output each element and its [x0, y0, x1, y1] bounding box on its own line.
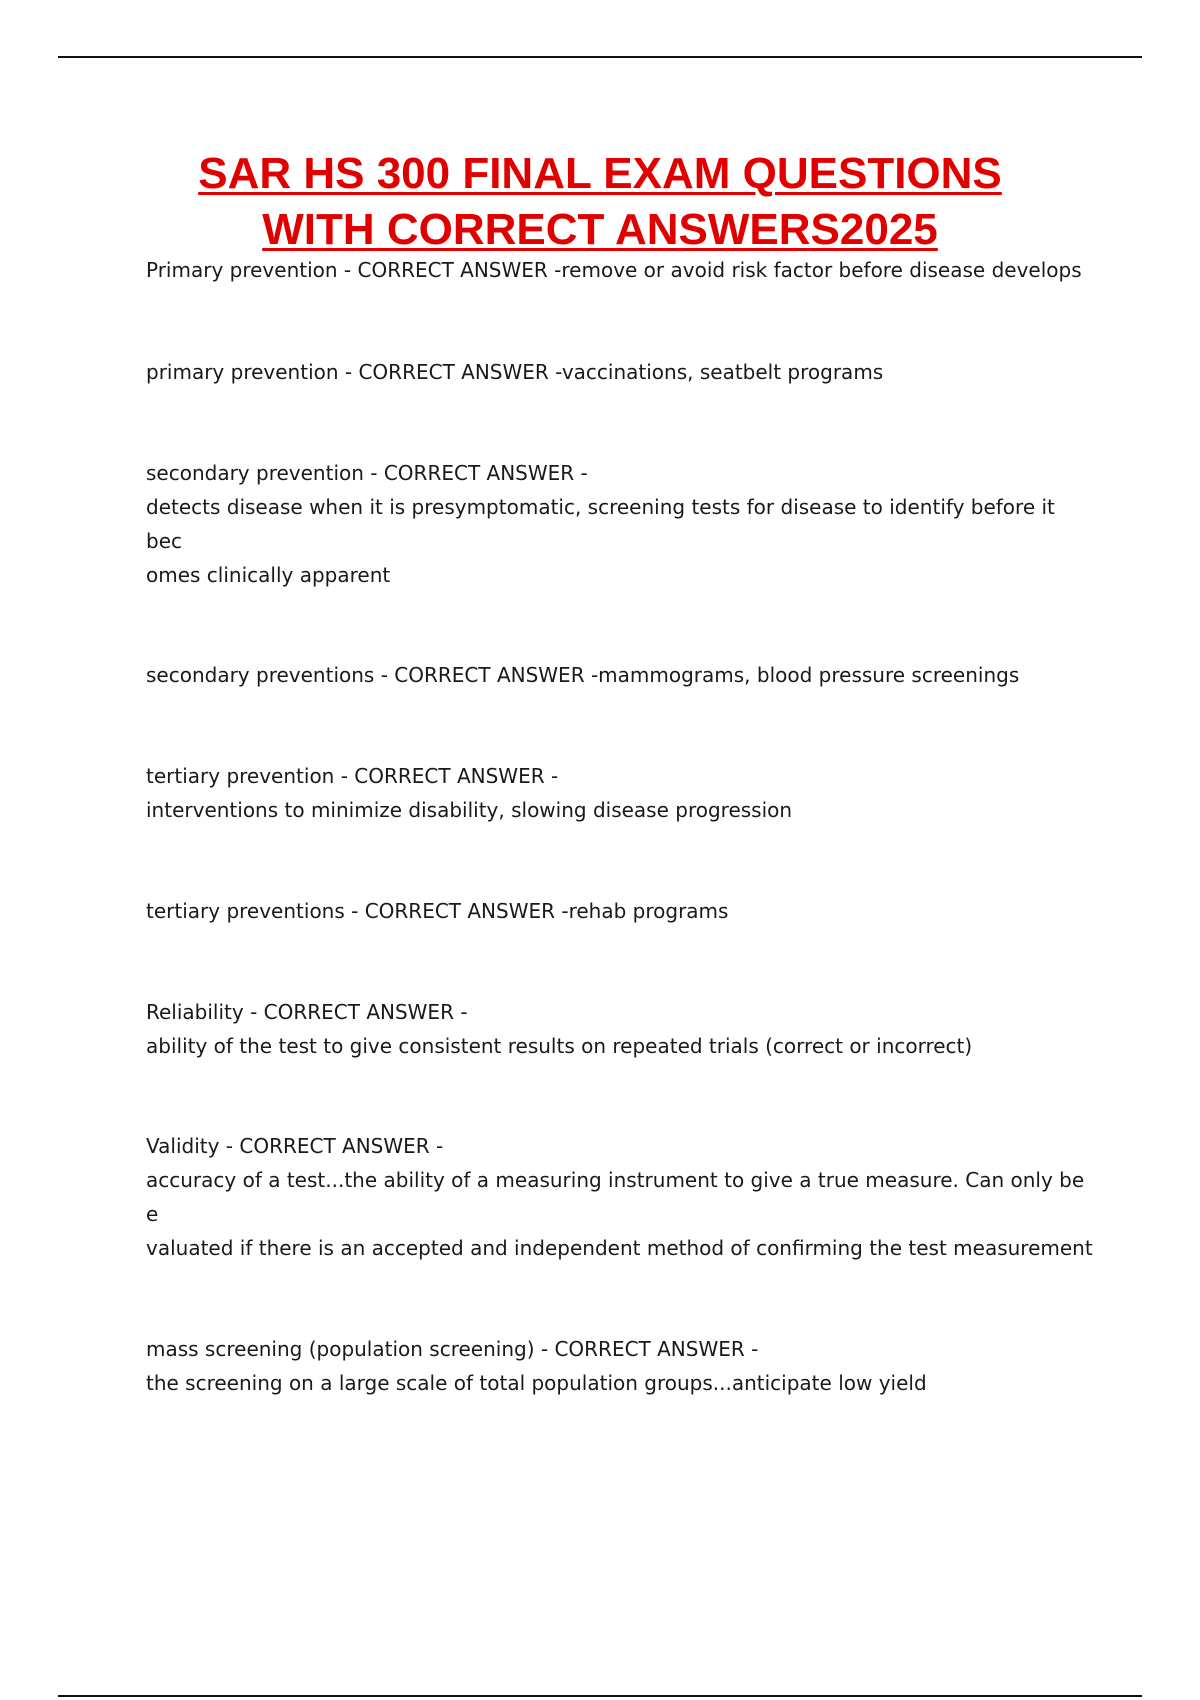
qa-line: secondary prevention - CORRECT ANSWER -	[146, 461, 588, 485]
qa-item	[146, 1332, 1096, 1400]
qa-item	[146, 253, 1096, 287]
qa-item	[146, 658, 1096, 692]
qa-item	[146, 894, 1096, 928]
qa-line: ability of the test to give consistent results on repeated trials (correct or incorrect)	[146, 1034, 973, 1058]
qa-list	[146, 253, 1096, 1400]
qa-item	[146, 456, 1096, 592]
qa-line: accuracy of a test...the ability of a measuring instrument to give a true measure. Can only be e	[146, 1168, 1085, 1226]
qa-line: the screening on a large scale of total population groups...anticipate low yield	[146, 1371, 927, 1395]
qa-line: detects disease when it is presymptomatic, screening tests for disease to identify before it bec	[146, 495, 1055, 553]
qa-line: secondary preventions - CORRECT ANSWER -mammograms, blood pressure screenings	[146, 663, 1020, 687]
qa-line: Primary prevention - CORRECT ANSWER -remove or avoid risk factor before disease develops	[146, 258, 1082, 282]
qa-item	[146, 995, 1096, 1063]
title-line-2: WITH CORRECT ANSWERS2025	[262, 205, 938, 254]
qa-line: omes clinically apparent	[146, 563, 391, 587]
qa-item	[146, 1129, 1096, 1265]
qa-line: interventions to minimize disability, slowing disease progression	[146, 798, 793, 822]
qa-line: mass screening (population screening) - CORRECT ANSWER -	[146, 1337, 759, 1361]
qa-item	[146, 759, 1096, 827]
qa-line: Validity - CORRECT ANSWER -	[146, 1134, 444, 1158]
qa-line: primary prevention - CORRECT ANSWER -vaccinations, seatbelt programs	[146, 360, 884, 384]
qa-line: valuated if there is an accepted and independent method of confirming the test measurement	[146, 1236, 1093, 1260]
qa-line: Reliability - CORRECT ANSWER -	[146, 1000, 468, 1024]
bottom-rule	[58, 1695, 1142, 1697]
qa-line: tertiary preventions - CORRECT ANSWER -rehab programs	[146, 899, 729, 923]
top-rule	[58, 56, 1142, 58]
qa-line: tertiary prevention - CORRECT ANSWER -	[146, 764, 559, 788]
qa-item	[146, 355, 1096, 389]
title-line-1: SAR HS 300 FINAL EXAM QUESTIONS	[198, 149, 1002, 198]
document-title	[60, 146, 1140, 258]
